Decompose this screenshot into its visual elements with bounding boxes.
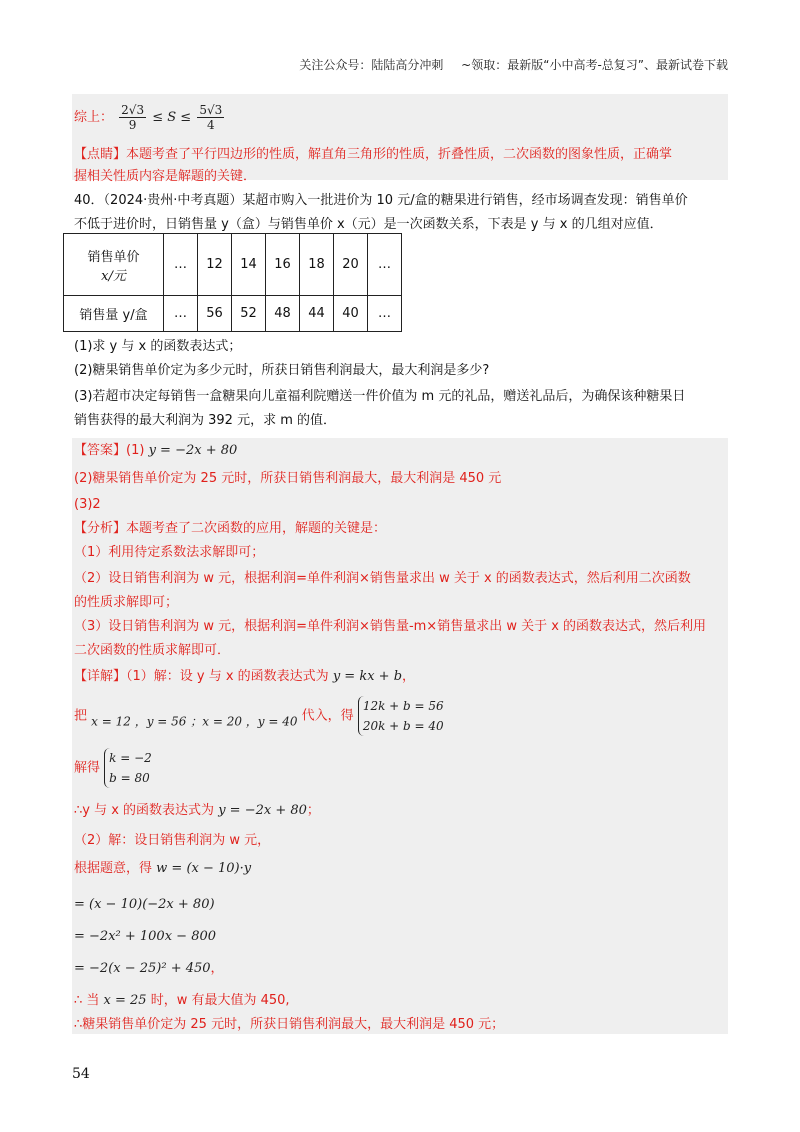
lhs-numerator: 2√3	[121, 103, 145, 117]
detail-1-equation: y = kx + b	[332, 669, 403, 684]
table-row-price	[64, 234, 402, 296]
question-2: (2)糖果销售单价定为多少元时，所获日销售利润最大，最大利润是多少?	[74, 363, 490, 378]
page-number: 54	[72, 1066, 90, 1082]
page-header	[285, 56, 728, 73]
header-right: ~领取：最新版“小中高考-总复习”、最新试卷下载	[461, 58, 728, 72]
price-header: 销售单价 x/元	[64, 234, 164, 296]
question-3a: (3)若超市决定每销售一盒糖果向儿童福利院赠送一件价值为 m 元的礼品，赠送礼品后，为确保该种糖果日	[74, 389, 686, 404]
data-table	[63, 233, 402, 332]
question-3b: 销售获得的最大利润为 392 元，求 m 的值．	[74, 413, 337, 428]
rhs-denominator: 4	[206, 118, 215, 132]
table-cell: …	[164, 296, 198, 332]
analysis-2: （1）利用待定系数法求解即可；	[74, 545, 265, 560]
table-cell: 48	[266, 296, 300, 332]
rhs-numerator: 5√3	[199, 103, 223, 117]
equation-system-1: 12k + b = 56 20k + b = 40	[358, 696, 444, 736]
equation-system-2: k = −2 b = 80	[104, 748, 152, 788]
answer-2: (2)糖果销售单价定为 25 元时，所获日销售利润最大，最大利润是 450 元	[74, 471, 502, 486]
table-cell: 20	[334, 234, 368, 296]
detail-9: = −2(x − 25)² + 450，	[74, 961, 224, 976]
analysis-4a: （3）设日销售利润为 w 元，根据利润=单件利润×销售量-m×销售量求出 w 关于 x 的函数表达式，然后利用	[74, 619, 707, 634]
detail-7: = (x − 10)(−2x + 80)	[74, 897, 215, 912]
answer-3: (3)2	[74, 497, 101, 512]
answer-1-equation: y = −2x + 80	[148, 443, 238, 458]
detail-11: ∴糖果销售单价定为 25 元时，所获日销售利润最大，最大利润是 450 元；	[74, 1017, 505, 1032]
table-cell: …	[164, 234, 198, 296]
table-cell: 16	[266, 234, 300, 296]
table-cell: 56	[198, 296, 232, 332]
detail-2-values: x = 12 ，y = 56 ；x = 20 ，y = 40	[91, 714, 298, 729]
comment-line-1: 【点睛】本题考查了平行四边形的性质，解直角三角形的性质，折叠性质，二次函数的图象性质，正确掌	[74, 147, 673, 162]
table-cell: 40	[334, 296, 368, 332]
detail-6-equation: w = (x − 10)·y	[156, 861, 252, 876]
detail-3: 解得 k = −2 b = 80	[74, 748, 152, 789]
summary-line	[74, 100, 226, 136]
table-cell: 18	[300, 234, 334, 296]
detail-6: 根据题意，得 w = (x − 10)·y	[74, 861, 252, 876]
table-cell: 44	[300, 296, 334, 332]
table-cell: …	[368, 296, 402, 332]
summary-lhs-fraction	[119, 103, 146, 132]
analysis-3b: 的性质求解即可；	[74, 595, 179, 610]
detail-8: = −2x² + 100x − 800	[74, 929, 217, 944]
detail-4: ∴y 与 x 的函数表达式为 y = −2x + 80；	[74, 803, 320, 818]
header-left: 关注公众号：陆陆高分冲刺	[299, 58, 444, 72]
answer-1: 【答案】(1) y = −2x + 80	[74, 443, 238, 458]
detail-5: （2）解：设日销售利润为 w 元，	[74, 833, 271, 848]
analysis-4b: 二次函数的性质求解即可．	[74, 643, 231, 658]
comment-line-2: 握相关性质内容是解题的关键．	[74, 169, 257, 184]
summary-rhs-fraction	[197, 103, 224, 132]
table-cell: 14	[232, 234, 266, 296]
analysis-3a: （2）设日销售利润为 w 元，根据利润=单件利润×销售量求出 w 关于 x 的函数表达式，然后利用二次函数	[74, 571, 691, 586]
table-cell: 12	[198, 234, 232, 296]
table-cell: 52	[232, 296, 266, 332]
problem-line-1: 40．（2024·贵州·中考真题）某超市购入一批进价为 10 元/盒的糖果进行销售，经市场调查发现：销售单价	[74, 193, 688, 208]
detail-1: 【详解】（1）解：设 y 与 x 的函数表达式为 y = kx + b，	[74, 669, 416, 684]
analysis-1: 【分析】本题考查了二次函数的应用，解题的关键是：	[74, 521, 387, 536]
summary-label: 综上：	[74, 110, 114, 125]
detail-2: 把 x = 12 ，y = 56 ；x = 20 ，y = 40 代入，得 12k + b = 56 20k + b = 40	[74, 696, 444, 742]
table-row-volume	[64, 296, 402, 332]
detail-10: ∴ 当 x = 25 时，w 有最大值为 450,	[74, 993, 290, 1008]
summary-inequality: ≤ S ≤	[152, 110, 192, 125]
table-cell: …	[368, 234, 402, 296]
lhs-denominator: 9	[128, 118, 137, 132]
detail-4-equation: y = −2x + 80	[218, 803, 307, 818]
question-1: (1)求 y 与 x 的函数表达式；	[74, 339, 242, 354]
volume-header: 销售量 y/盒	[64, 296, 164, 332]
problem-line-2: 不低于进价时，日销售量 y（盒）与销售单价 x（元）是一次函数关系，下表是 y 与 x 的几组对应值．	[74, 217, 663, 232]
